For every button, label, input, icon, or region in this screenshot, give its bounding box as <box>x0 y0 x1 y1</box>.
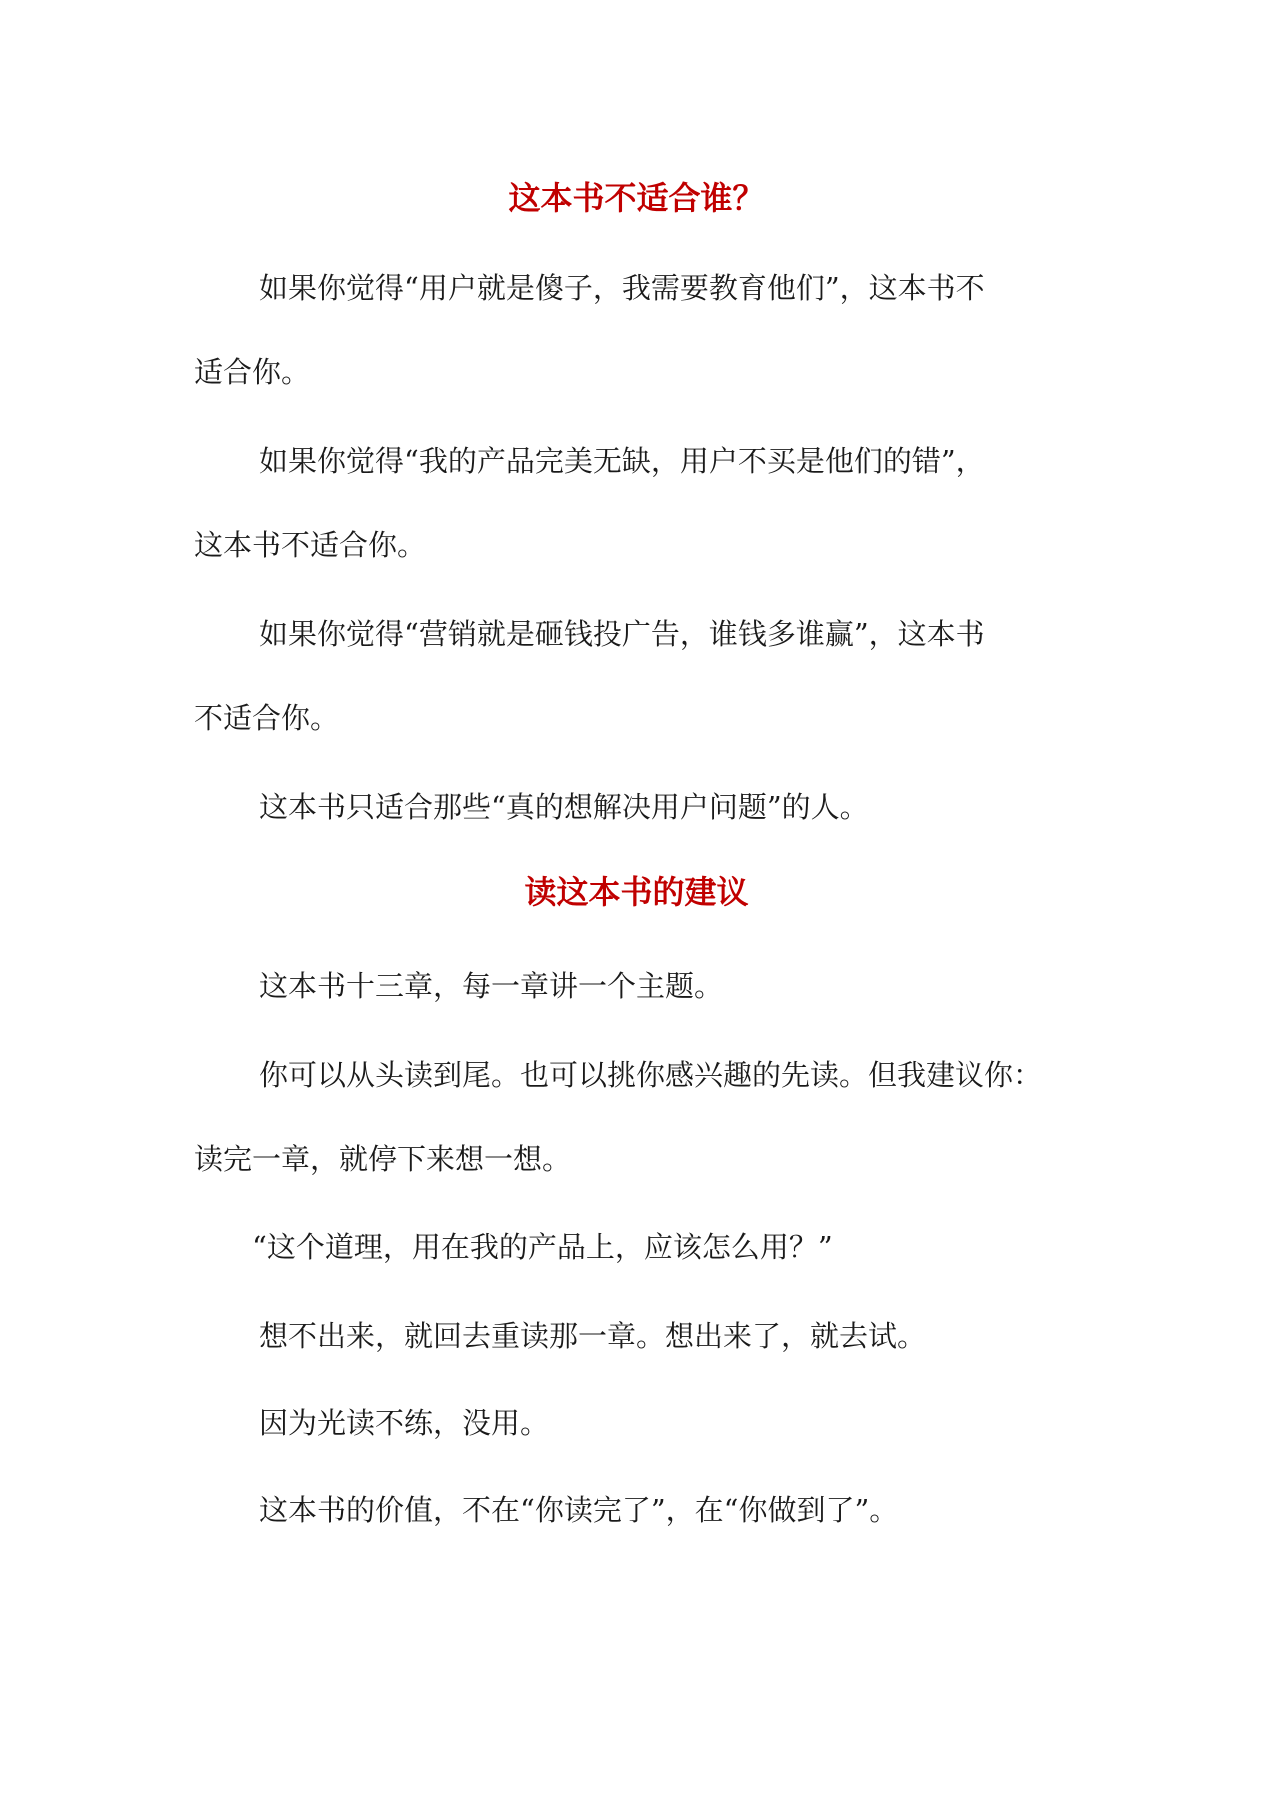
paragraph-line: 读完一章，就停下来想一想。 <box>194 1142 572 1176</box>
paragraph-line: 适合你。 <box>194 355 311 389</box>
paragraph-line: 这本书不适合你。 <box>194 528 427 562</box>
paragraph-line: 因为光读不练，没用。 <box>259 1406 550 1440</box>
section-heading-reading-advice: 读这本书的建议 <box>524 873 749 911</box>
paragraph-line: 如果你觉得“用户就是傻子，我需要教育他们”，这本书不 <box>259 271 985 305</box>
paragraph-line: 不适合你。 <box>194 701 340 735</box>
section-heading-not-for-whom: 这本书不适合谁？ <box>508 179 765 217</box>
paragraph-line: 如果你觉得“营销就是砸钱投广告，谁钱多谁赢”，这本书 <box>259 617 985 651</box>
paragraph-line: “这个道理，用在我的产品上，应该怎么用？” <box>252 1230 833 1264</box>
paragraph-line: 这本书的价值，不在“你读完了”，在“你做到了”。 <box>259 1493 899 1527</box>
paragraph-line: 你可以从头读到尾。也可以挑你感兴趣的先读。但我建议你： <box>259 1058 1043 1092</box>
paragraph-line: 想不出来，就回去重读那一章。想出来了，就去试。 <box>259 1319 927 1353</box>
paragraph-line: 如果你觉得“我的产品完美无缺，用户不买是他们的错”， <box>259 444 985 478</box>
paragraph-line: 这本书十三章，每一章讲一个主题。 <box>259 969 724 1003</box>
paragraph-line: 这本书只适合那些“真的想解决用户问题”的人。 <box>259 790 869 824</box>
